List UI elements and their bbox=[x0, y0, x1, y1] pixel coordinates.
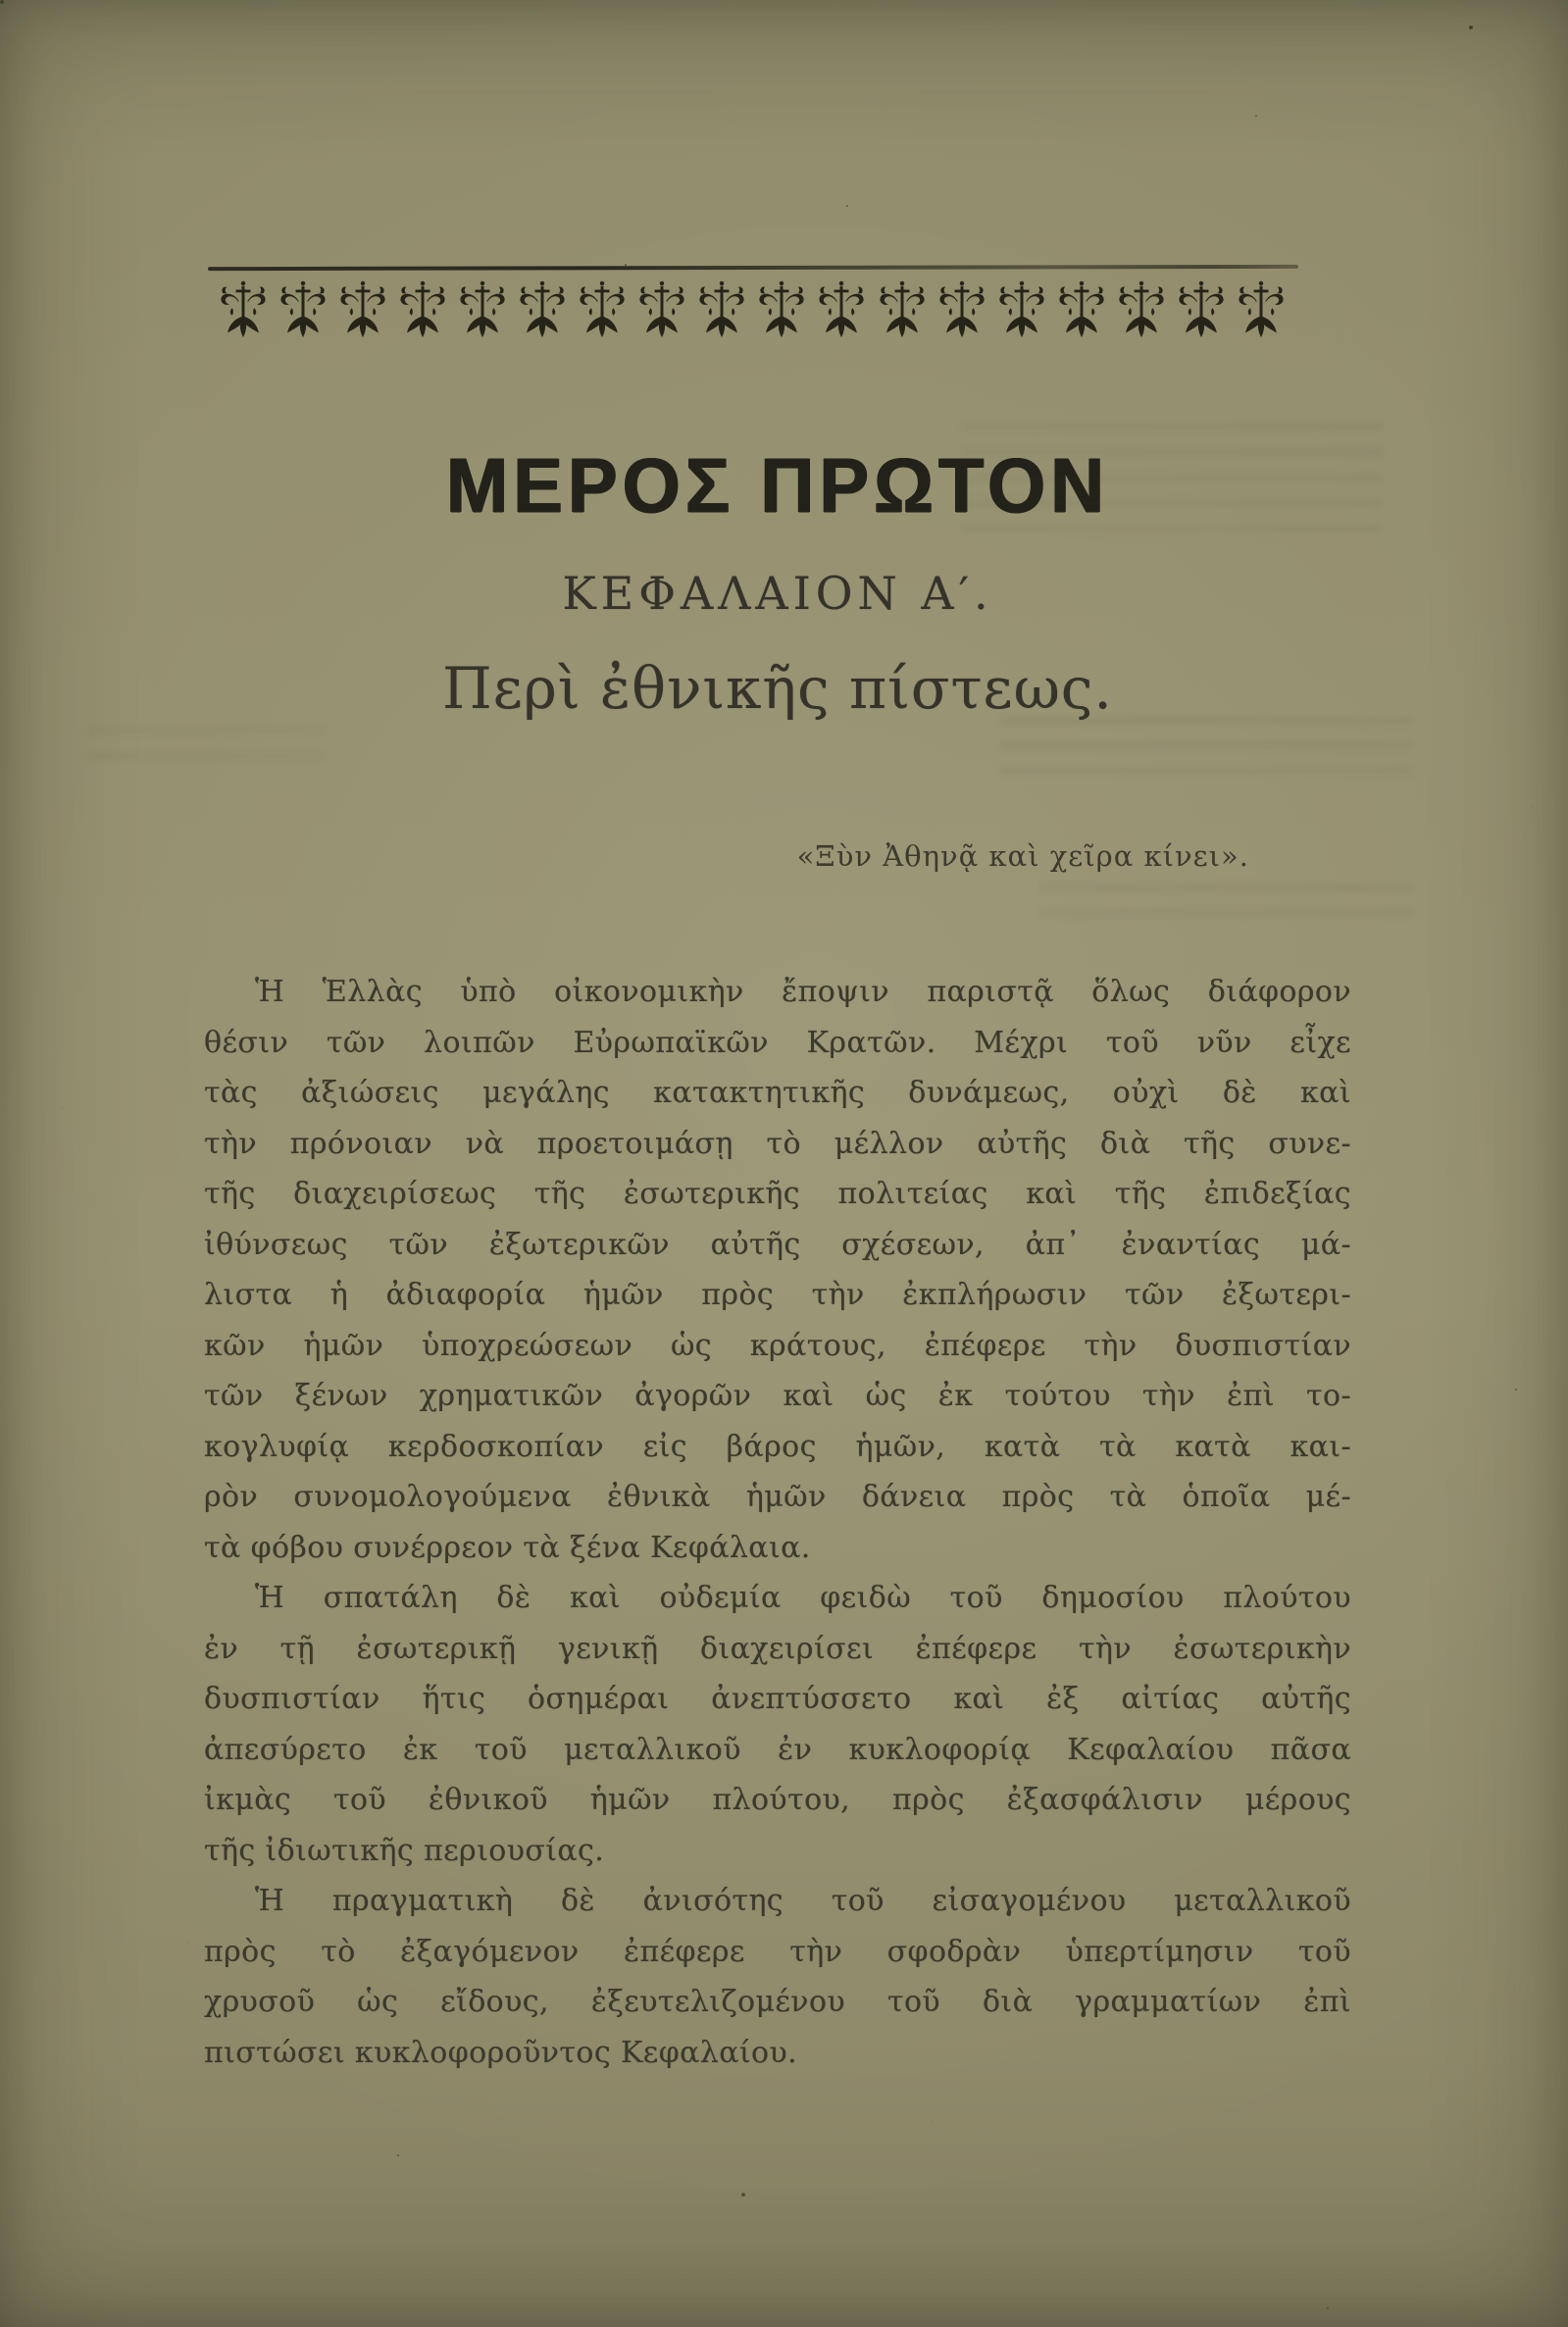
body-line: ρὸν συνομολογούμενα ἐθνικὰ ἡμῶν δάνεια πρὸς τὰ ὁποῖα μέ- bbox=[204, 1480, 1351, 1514]
fleuron-icon bbox=[814, 278, 869, 341]
fleuron-icon bbox=[994, 278, 1049, 341]
fleuron-icon bbox=[754, 278, 809, 341]
bleed-through-smudge bbox=[1039, 883, 1412, 922]
fleuron-icon bbox=[1054, 278, 1109, 341]
body-line: λιστα ἡ ἀδιαφορία ἡμῶν πρὸς τὴν ἐκπλήρωσιν τῶν ἐξωτερι- bbox=[204, 1278, 1351, 1312]
body-line: κογλυφίᾳ κερδοσκοπίαν εἰς βάρος ἡμῶν, κατὰ τὰ κατὰ και- bbox=[204, 1429, 1351, 1464]
body-line: τὴν πρόνοιαν νὰ προετοιμάσῃ τὸ μέλλον αὐτῆς διὰ τῆς συνε- bbox=[204, 1126, 1351, 1161]
bleed-through-smudge bbox=[88, 726, 324, 775]
body-line: χρυσοῦ ὡς εἴδους, ἐξευτελιζομένου τοῦ διὰ γραμματίων ἐπὶ bbox=[204, 1985, 1351, 2019]
chapter-title: ΚΕΦΑΛΑΙΟΝ Α′. bbox=[562, 567, 993, 620]
body-line: ἰκμὰς τοῦ ἐθνικοῦ ἡμῶν πλούτου, πρὸς ἐξασφάλισιν μέρους bbox=[204, 1783, 1351, 1817]
bleed-through-smudge bbox=[1000, 716, 1412, 775]
fleuron-icon bbox=[875, 278, 930, 341]
part-title: ΜΕΡΟΣ ΠΡΩΤΟΝ bbox=[445, 442, 1110, 530]
fleuron-icon bbox=[1174, 278, 1229, 341]
fleuron-icon bbox=[935, 278, 989, 341]
fleuron-icon bbox=[515, 278, 570, 341]
body-line: τὰς ἀξιώσεις μεγάλης κατακτητικῆς δυνάμεως, οὐχὶ δὲ καὶ bbox=[204, 1076, 1351, 1110]
paragraph bbox=[204, 1573, 1351, 1876]
header-rule bbox=[208, 265, 1298, 271]
section-heading: Περὶ ἐθνικῆς πίστεως. bbox=[442, 655, 1113, 722]
body-line: δυσπιστίαν ἥτις ὁσημέραι ἀνεπτύσσετο καὶ ἐξ αἰτίας αὐτῆς bbox=[204, 1682, 1351, 1716]
fleuron-icon bbox=[276, 278, 330, 341]
body-line: ἰθύνσεως τῶν ἐξωτερικῶν αὐτῆς σχέσεων, ἀπ᾽ ἐναντίας μά- bbox=[204, 1227, 1351, 1262]
fleuron-icon bbox=[216, 278, 271, 341]
fleuron-icon bbox=[1234, 278, 1289, 341]
body-line: πιστώσει κυκλοφοροῦντος Κεφαλαίου. bbox=[204, 2035, 798, 2070]
paragraph bbox=[204, 967, 1351, 1573]
fleuron-icon bbox=[395, 278, 450, 341]
fleuron-icon bbox=[1114, 278, 1169, 341]
fleuron-icon bbox=[455, 278, 510, 341]
paragraph bbox=[204, 1876, 1351, 2078]
body-line: Ἡ σπατάλη δὲ καὶ οὐδεμία φειδὼ τοῦ δημοσίου πλούτου bbox=[255, 1581, 1351, 1615]
fleuron-icon bbox=[335, 278, 390, 341]
epigraph: «Ξὺν Ἀθηνᾷ καὶ χεῖρα κίνει». bbox=[796, 839, 1249, 873]
fleuron-icon bbox=[575, 278, 630, 341]
body-line: τῶν ξένων χρηματικῶν ἀγορῶν καὶ ὡς ἐκ τούτου τὴν ἐπὶ το- bbox=[204, 1379, 1351, 1413]
fleuron-icon bbox=[694, 278, 749, 341]
body-line: τὰ φόβου συνέρρεον τὰ ξένα Κεφάλαια. bbox=[204, 1530, 811, 1565]
body-line: τῆς ἰδιωτικῆς περιουσίας. bbox=[204, 1833, 605, 1868]
fleuron-icon bbox=[634, 278, 689, 341]
body-line: Ἡ Ἑλλὰς ὑπὸ οἰκονομικὴν ἔποψιν παριστᾷ ὅλως διάφορον bbox=[255, 975, 1351, 1009]
dust-specks bbox=[0, 0, 4, 4]
body-text bbox=[204, 967, 1351, 2078]
body-line: ἐν τῇ ἐσωτερικῇ γενικῇ διαχειρίσει ἐπέφερε τὴν ἐσωτερικὴν bbox=[204, 1631, 1351, 1666]
body-line: ἀπεσύρετο ἐκ τοῦ μεταλλικοῦ ἐν κυκλοφορίᾳ Κεφαλαίου πᾶσα bbox=[204, 1732, 1351, 1767]
body-line: τῆς διαχειρίσεως τῆς ἐσωτερικῆς πολιτείας καὶ τῆς ἐπιδεξίας bbox=[204, 1177, 1351, 1211]
body-line: πρὸς τὸ ἐξαγόμενον ἐπέφερε τὴν σφοδρὰν ὑπερτίμησιν τοῦ bbox=[204, 1934, 1351, 1969]
body-line: θέσιν τῶν λοιπῶν Εὐρωπαϊκῶν Κρατῶν. Μέχρι τοῦ νῦν εἶχε bbox=[204, 1025, 1351, 1060]
body-line: κῶν ἡμῶν ὑποχρεώσεων ὡς κράτους, ἐπέφερε τὴν δυσπιστίαν bbox=[204, 1328, 1351, 1363]
body-line: Ἡ πραγματικὴ δὲ ἀνισότης τοῦ εἰσαγομένου μεταλλικοῦ bbox=[255, 1884, 1351, 1918]
ornament-row bbox=[216, 278, 1289, 343]
